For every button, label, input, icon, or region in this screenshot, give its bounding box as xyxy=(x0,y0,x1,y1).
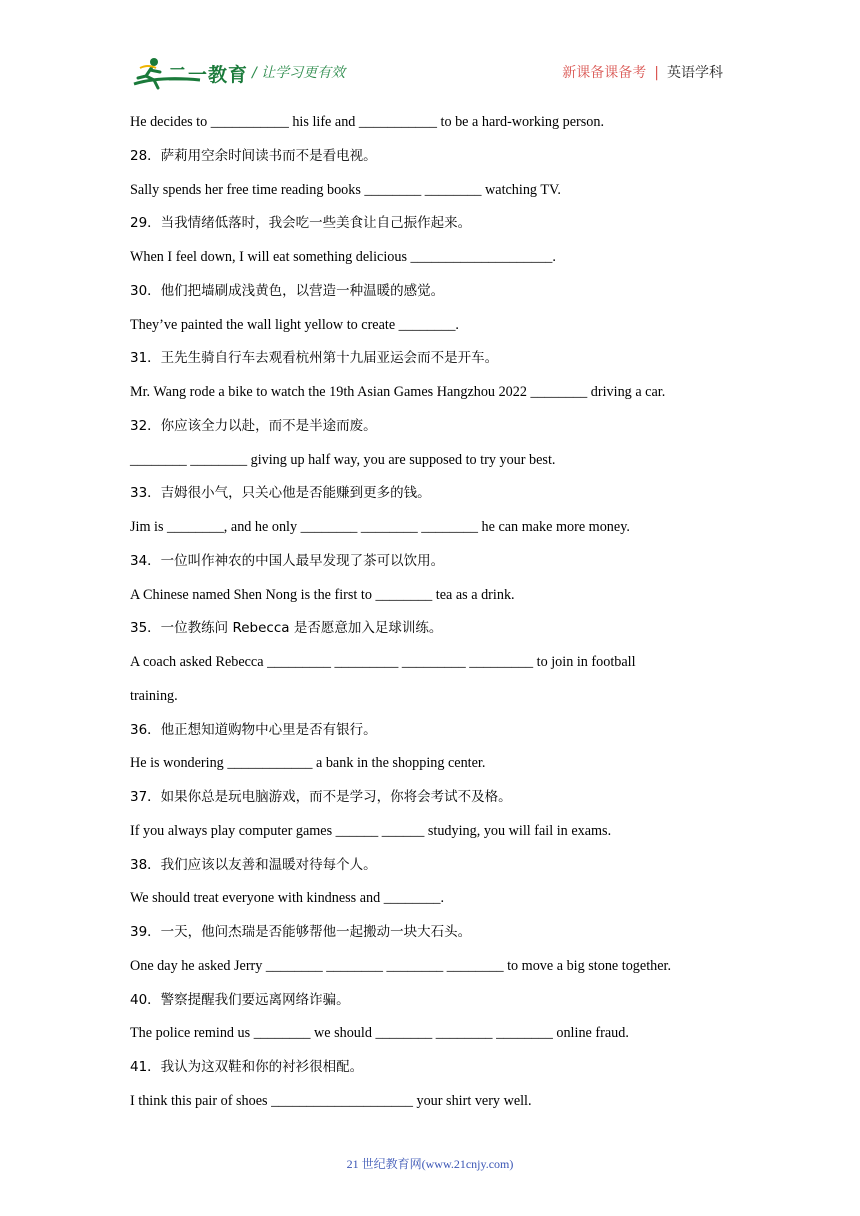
question-line: 28．萨莉用空余时间读书而不是看电视。 xyxy=(130,147,377,164)
question-line: 34．一位叫作神农的中国人最早发现了茶可以饮用。 xyxy=(130,552,445,569)
text-line: I think this pair of shoes ____________________ your shirt very well. xyxy=(130,1092,532,1109)
text-line: Mr. Wang rode a bike to watch the 19th Asian Games Hangzhou 2022 ________ driving a car. xyxy=(130,384,666,400)
question-line: 37．如果你总是玩电脑游戏，而不是学习，你将会考试不及格。 xyxy=(130,789,512,805)
slogan: / 让学习更有效 xyxy=(252,65,346,81)
text-line: He decides to ___________ his life and ___________ to be a hard-working person. xyxy=(130,114,605,130)
text-line: training. xyxy=(130,687,178,704)
question-line: 29．当我情绪低落时，我会吃一些美食让自己振作起来。 xyxy=(130,215,472,232)
question-line: 41．我认为这双鞋和你的衬衫很相配。 xyxy=(130,1059,364,1075)
text-line: A coach asked Rebecca _________ _________ _________ _________ to join in football xyxy=(130,654,636,670)
text-line: Jim is ________, and he only ________ ________ ________ he can make more money. xyxy=(130,519,630,535)
page-footer: 21 世纪教育网(www.21cnjy.com) xyxy=(346,1157,514,1171)
subject-right: 英语学科 xyxy=(667,65,723,81)
text-line: A Chinese named Shen Nong is the first to ________ tea as a drink. xyxy=(130,586,515,603)
page-header xyxy=(0,0,860,100)
text-line: We should treat everyone with kindness and ________. xyxy=(130,890,445,907)
question-line: 32．你应该全力以赴，而不是半途而废。 xyxy=(130,417,377,434)
subject-label xyxy=(562,62,723,82)
logo-text: 二一教育 xyxy=(168,64,249,86)
text-line: Sally spends her free time reading books ________ ________ watching TV. xyxy=(130,181,561,198)
question-line: 35．一位教练问 Rebecca 是否愿意加入足球训练。 xyxy=(130,620,443,637)
exercise-content xyxy=(130,111,740,1124)
question-line: 30．他们把墙刷成浅黄色，以营造一种温暖的感觉。 xyxy=(130,282,445,299)
subject-left: 新课备课备考 xyxy=(562,65,647,81)
question-line: 33．吉姆很小气，只关心他是否能赚到更多的钱。 xyxy=(130,485,431,502)
question-line: 40．警察提醒我们要远离网络诈骗。 xyxy=(130,991,350,1008)
text-line: He is wondering ____________ a bank in the shopping center. xyxy=(130,755,486,772)
text-line: One day he asked Jerry ________ ________ ________ ________ to move a big stone together. xyxy=(130,957,672,974)
text-line: If you always play computer games ______ ______ studying, you will fail in exams. xyxy=(130,822,612,839)
question-line: 36．他正想知道购物中心里是否有银行。 xyxy=(130,721,377,738)
question-line: 39．一天，他问杰瑞是否能够帮他一起搬动一块大石头。 xyxy=(130,924,472,940)
question-line: 31．王先生骑自行车去观看杭州第十九届亚运会而不是开车。 xyxy=(130,350,499,367)
text-line: When I feel down, I will eat something delicious ____________________. xyxy=(130,249,556,265)
question-line: 38．我们应该以友善和温暖对待每个人。 xyxy=(130,856,377,873)
text-line: The police remind us ________ we should ________ ________ ________ online fraud. xyxy=(130,1025,629,1042)
text-line: They’ve painted the wall light yellow to create ________. xyxy=(130,316,459,333)
text-line: ________ ________ giving up half way, you are supposed to try your best. xyxy=(130,451,556,468)
header-separator: | xyxy=(654,65,659,81)
